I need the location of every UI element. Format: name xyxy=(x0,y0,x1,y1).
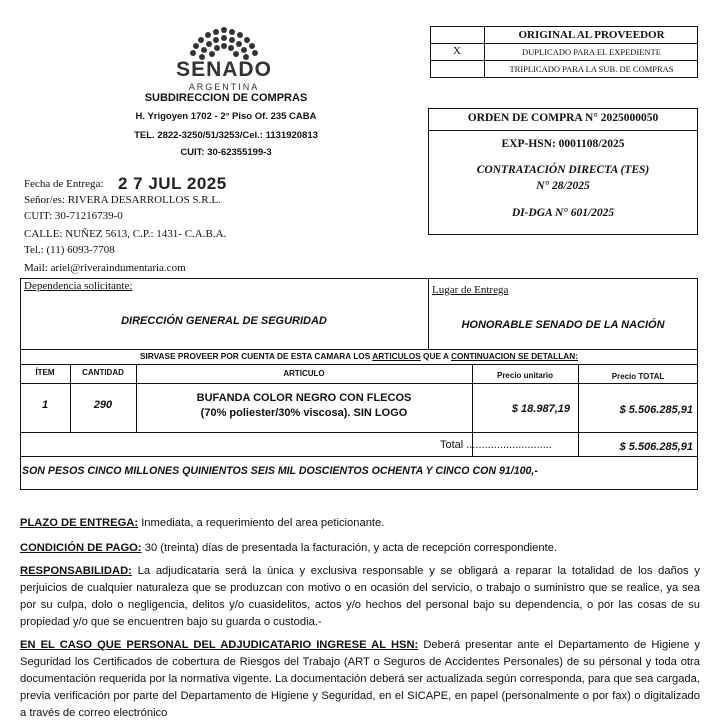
term-personal: EN EL CASO QUE PERSONAL DEL ADJUDICATARIO INGRESE AL HSN: Deberá presentar ante el Departamento de Higiene y Seguridad los Certificados de cobertura de Riesgos del Trabajo (ART o Seguros de Accidentes Personales) de su pérsonal y toda otra documentación requerida por la normativa vigente. La documentación deberá ser actualizada según corresponda, para que sea cargada, previa verificación por parte del Departamento de Higiene y Seguridad, en el SICAPE, en papel (personalmente o por fax) o digitalizado a través de correo electrónico xyxy=(20,639,700,719)
place-label: Lugar de Entrega xyxy=(432,284,509,296)
copy-label-duplicado: DUPLICADO PARA EL EXPEDIENTE xyxy=(522,47,661,57)
supplier-street: CALLE: NUÑEZ 5613, C.P.: 1431- C.A.B.A. xyxy=(24,228,227,240)
order-dga: DI-DGA N° 601/2025 xyxy=(511,207,615,219)
office-cuit: CUIT: 30-62355199-3 xyxy=(180,147,272,158)
total-label: Total ............................ xyxy=(440,439,552,451)
term-plazo: PLAZO DE ENTREGA: Inmediata, a requerimiento del area peticionante. xyxy=(20,517,385,529)
header-total: Precio TOTAL xyxy=(611,372,665,381)
logo-country: ARGENTINA xyxy=(188,82,260,92)
row-item: 1 xyxy=(41,399,49,411)
copy-label-original: ORIGINAL AL PROVEEDOR xyxy=(518,29,665,41)
copy-mark-duplicado: X xyxy=(453,45,461,57)
row-total-price: $ 5.506.285,91 xyxy=(619,404,693,416)
term-responsabilidad: RESPONSABILIDAD: La adjudicataria será la única y exclusiva responsable y se obligará a reparar la totalidad de los daños y perjuicios de cualquier naturaleza que se produzcan con motivo o en ocasión del servicio, o trabajo o suministro que se realice, ya sea por su culpa, dolo o negligencia, delitos y/o cuasidelitos, actos y/o hechos del personal bajo su dependencia, o por las cosas de su propiedad y/o que se encuentren bajo su guarda o custodia.- xyxy=(20,565,700,628)
office-address: H. Yrigoyen 1702 - 2° Piso Of. 235 CABA xyxy=(135,111,317,122)
row-unit-price: $ 18.987,19 xyxy=(511,403,570,415)
delivery-date-label: Fecha de Entrega: xyxy=(24,178,104,190)
office-phone: TEL. 2822-3250/51/3253/Cel.: 1131920813 xyxy=(134,130,318,141)
senado-dome-icon xyxy=(176,22,272,62)
office-name: SUBDIRECCION DE COMPRAS xyxy=(144,92,308,104)
term-pago: CONDICIÓN DE PAGO: 30 (treinta) días de presentada la facturación, y acta de recepción correspondiente. xyxy=(20,542,558,554)
header-item: ÍTEM xyxy=(35,368,55,377)
order-table xyxy=(20,278,698,490)
header-qty: CANTIDAD xyxy=(82,368,124,377)
supplier-mail: Mail: ariel@riveraindumentaria.com xyxy=(24,262,186,274)
row-desc-line1: BUFANDA COLOR NEGRO CON FLECOS xyxy=(196,392,412,404)
delivery-date-stamp: 2 7 JUL 2025 xyxy=(118,174,227,193)
header-article: ARTICULO xyxy=(283,369,325,378)
dependency-value: DIRECCIÓN GENERAL DE SEGURIDAD xyxy=(121,315,327,327)
copy-label-triplicado: TRIPLICADO PARA LA SUB. DE COMPRAS xyxy=(509,64,674,74)
row-qty: 290 xyxy=(93,399,113,411)
row-desc-line2: (70% poliester/30% viscosa). SIN LOGO xyxy=(200,407,408,419)
logo-name: SENADO xyxy=(176,58,272,81)
place-value: HONORABLE SENADO DE LA NACIÓN xyxy=(461,319,665,331)
instruction-text: SIRVASE PROVEER POR CUENTA DE ESTA CAMARA LOS ARTICULOS QUE A CONTINUACION SE DETALLAN: xyxy=(139,351,579,361)
supplier-phone: Tel.: (11) 6093-7708 xyxy=(24,244,115,256)
order-contratacion-number: N° 28/2025 xyxy=(536,180,590,192)
total-value: $ 5.506.285,91 xyxy=(619,441,693,453)
header-unit: Precio unitario xyxy=(496,371,553,380)
supplier-name: Señor/es: RIVERA DESARROLLOS S.R.L. xyxy=(24,194,221,206)
supplier-cuit: CUIT: 30-71216739-0 xyxy=(24,210,123,222)
senado-logo xyxy=(176,22,272,92)
order-number: ORDEN DE COMPRA N° 2025000050 xyxy=(467,112,659,124)
amount-in-words: SON PESOS CINCO MILLONES QUINIENTOS SEIS MIL DOSCIENTOS OCHENTA Y CINCO CON 91/100,- xyxy=(22,465,538,477)
order-exp: EXP-HSN: 0001108/2025 xyxy=(501,138,625,150)
dependency-label: Dependencia solicitante: xyxy=(24,280,133,292)
order-contratacion: CONTRATACIÓN DIRECTA (TES) xyxy=(476,164,650,176)
